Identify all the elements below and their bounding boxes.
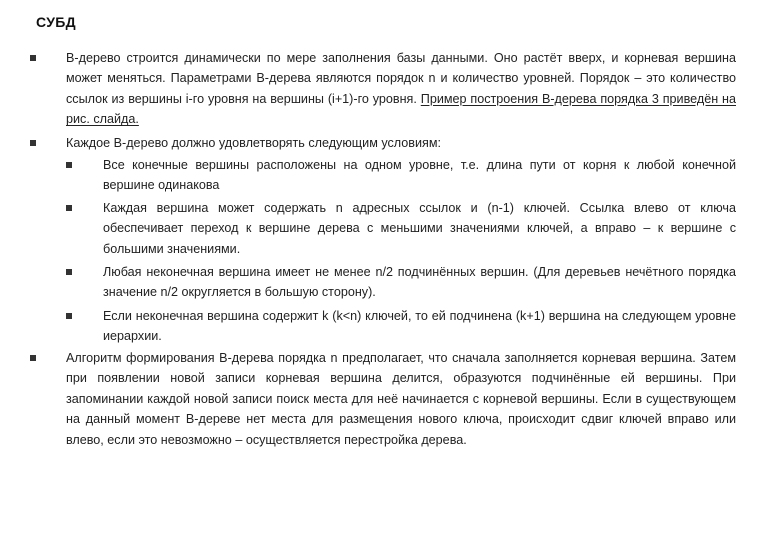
condition-item-2 [103, 198, 736, 259]
slide-title: СУБД [36, 14, 76, 30]
square-bullet-icon [66, 313, 72, 319]
bullet-item-conditions-intro [66, 133, 736, 153]
condition-text: Любая неконечная вершина имеет не менее n/2 подчинённых вершин. (Для деревьев нечётного порядка значение n/2 округляется в большую сторону). [103, 265, 736, 300]
bullet-item-btree-definition [66, 48, 736, 130]
conditions-intro-text: Каждое B-дерево должно удовлетворять следующим условиям: [66, 136, 441, 150]
square-bullet-icon [30, 55, 36, 61]
square-bullet-icon [30, 355, 36, 361]
square-bullet-icon [66, 205, 72, 211]
bullet-item-algorithm [66, 348, 736, 450]
algorithm-text: Алгоритм формирования B-дерева порядка n предполагает, что сначала заполняется корневая вершина. Затем при появлении новой записи корневая вершина делится, образуются подчинённые ей вершины. При запоминании каждой новой записи поиск места для неё начинается с корневой вершины. Если в существующем на данный момент B-дереве нет места для размещения нового ключа, происходит сдвиг ключей вправо или влево, если это невозможно – осуществляется перестройка дерева. [66, 351, 736, 447]
condition-text: Все конечные вершины расположены на одном уровне, т.е. длина пути от корня к любой конечной вершине одинакова [103, 158, 736, 193]
square-bullet-icon [66, 269, 72, 275]
condition-text: Каждая вершина может содержать n адресных ссылок и (n-1) ключей. Ссылка влево от ключа обеспечивает переход к вершине дерева с меньшими значениями ключей, а вправо – к вершине с большими значениями. [103, 201, 736, 256]
square-bullet-icon [66, 162, 72, 168]
btree-example-link[interactable]: Пример построения B-дерева порядка 3 приведён на рис. слайда. [66, 91, 736, 127]
condition-item-4 [103, 306, 736, 347]
condition-item-3 [103, 262, 736, 303]
square-bullet-icon [30, 140, 36, 146]
btree-definition-text: B-дерево строится динамически по мере заполнения базы данными. Оно растёт вверх, и корневая вершина может меняться. Параметрами B-дерева являются порядок n и количество уровней. Порядок – это количество ссылок из вершины i-го уровня на вершины (i+1)-го уровня. [66, 51, 736, 106]
condition-item-1 [103, 155, 736, 196]
condition-text: Если неконечная вершина содержит k (k<n) ключей, то ей подчинена (k+1) вершина на следующем уровне иерархии. [103, 309, 736, 344]
